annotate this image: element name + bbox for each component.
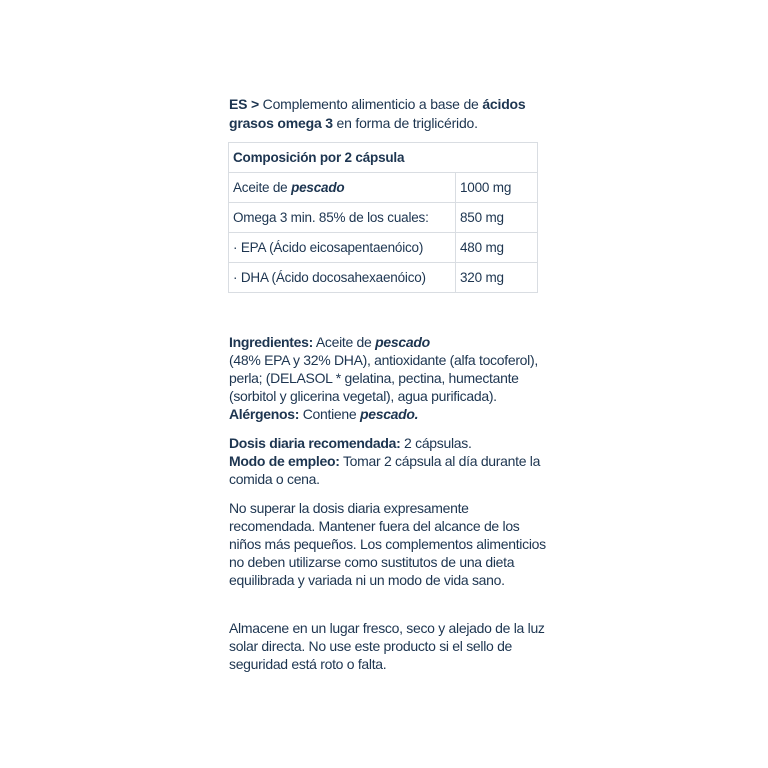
- warning-text: No superar la dosis diaria expresamente recomendada. Mantener fuera del alcance de los niños más pequeños. Los complementos alimenticios no deben utilizarse como sustitutos de una dieta equilibrada y variada ni un modo de vida sano.: [229, 500, 546, 588]
- composition-value: 1000 mg: [456, 173, 538, 203]
- allergens-label: Alérgenos:: [229, 406, 300, 422]
- table-row: [229, 233, 538, 263]
- ingredients-label: Ingredientes:: [229, 334, 314, 350]
- table-row: [229, 173, 538, 203]
- allergens-em: pescado.: [359, 406, 419, 422]
- composition-table: [228, 142, 538, 293]
- composition-label: Omega 3 min. 85% de los cuales:: [229, 203, 456, 233]
- ingredients-block: Ingredientes: Aceite de pescado (48% EPA y 32% DHA), antioxidante (alfa tocoferol), perla; (DELASOL * gelatina, pectina, humectante (sorbitol y glicerina vegetal), agua purificada). Alérgenos: Contiene pescado.: [229, 334, 538, 422]
- intro-bold: ácidos grasos omega 3: [229, 96, 526, 131]
- intro-text-1: Complemento alimenticio a base de: [262, 96, 479, 112]
- composition-header-row: [229, 143, 538, 173]
- ingredients-em: pescado: [375, 334, 430, 350]
- storage-text: Almacene en un lugar fresco, seco y alejado de la luz solar directa. No use este producto si el sello de seguridad está roto o falta.: [229, 620, 545, 672]
- composition-label: · DHA (Ácido docosahexaenóico): [229, 263, 456, 293]
- composition-label: · EPA (Ácido eicosapentaenóico): [229, 233, 456, 263]
- table-row: [229, 263, 538, 293]
- composition-value: 850 mg: [456, 203, 538, 233]
- intro-text: [229, 95, 549, 133]
- dosage-block: Dosis diaria recomendada: 2 cápsulas. Modo de empleo: Tomar 2 cápsula al día durante la comida o cena.: [229, 435, 541, 487]
- language-prefix: ES >: [229, 96, 259, 112]
- table-row: [229, 203, 538, 233]
- composition-header: Composición por 2 cápsula: [229, 143, 538, 173]
- dosage-label: Dosis diaria recomendada:: [229, 435, 401, 451]
- composition-value: 320 mg: [456, 263, 538, 293]
- composition-label: Aceite de pescado: [229, 173, 456, 203]
- composition-value: 480 mg: [456, 233, 538, 263]
- intro-text-2: en forma de triglicérido.: [336, 115, 478, 131]
- usage-label: Modo de empleo:: [229, 453, 340, 469]
